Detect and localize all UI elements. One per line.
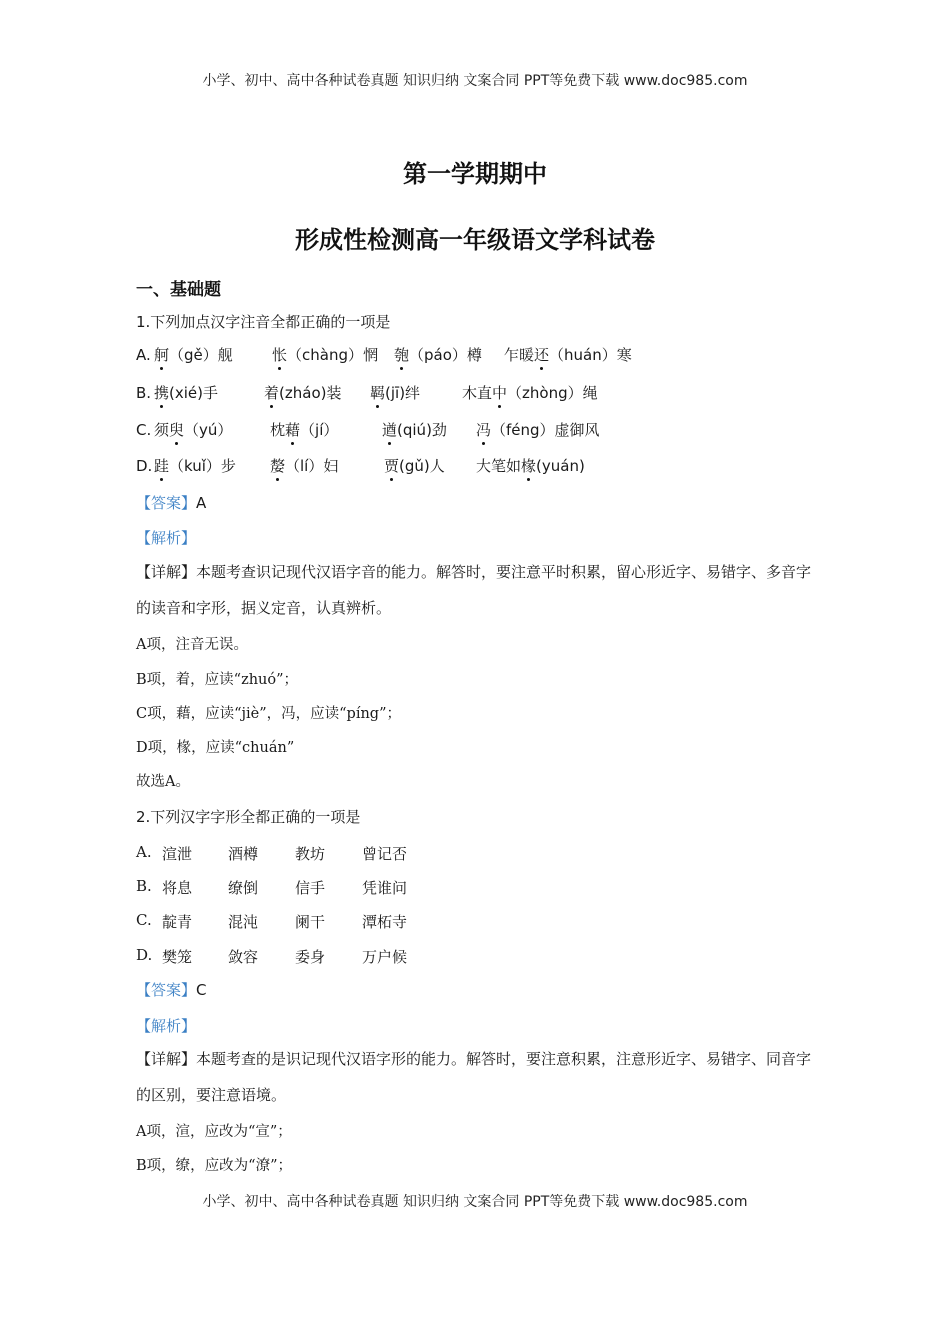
option-item-prefix: 须 [154,421,170,439]
question-1-answer [136,493,206,513]
option-word: 曾记否 [362,845,408,863]
question-2-stem: 2.下列汉字字形全都正确的一项是 [136,808,361,826]
pinyin-annotation: （huán）寒 [549,346,632,364]
emphasized-character: 椽 [521,457,537,475]
option-letter: D. [136,457,153,475]
option-word: 潭柘寺 [362,913,408,931]
option-word: 酒樽 [228,845,259,863]
option-item-prefix: 大笔如 [476,457,522,475]
question-1-analysis-tag: 【解析】 [136,529,197,547]
pinyin-annotation: (gǔ)人 [399,457,445,475]
option-item [462,383,598,403]
answer-tag: 【答案】 [136,494,197,512]
pinyin-annotation: （zhòng）绳 [507,384,598,402]
pinyin-annotation: （jí） [300,421,339,439]
pinyin-annotation: (qiú)劲 [397,421,447,439]
question-1-note: D项，椽，应读“chuán” [136,740,295,756]
emphasized-character: 还 [534,346,550,364]
question-2-analysis-tag: 【解析】 [136,1017,197,1035]
pinyin-annotation: (xié)手 [169,384,218,402]
pinyin-annotation: （féng）虚御风 [491,421,600,439]
option-letter: A. [136,843,152,861]
option-letter: C. [136,421,152,439]
emphasized-character: 舸 [154,346,170,364]
emphasized-character: 贾 [384,457,400,475]
option-word: 樊笼 [162,948,193,966]
option-word: 教坊 [295,845,326,863]
option-item [370,383,420,403]
exam-title-line2: 形成性检测高一年级语文学科试卷 [295,226,655,254]
option-letter: A. [136,346,151,364]
option-item [504,345,632,365]
option-word: 缭倒 [228,879,259,897]
exam-title-line1: 第一学期期中 [403,160,547,188]
option-item-prefix: 乍暖 [504,346,535,364]
question-1-detail: 【详解】本题考查识记现代汉语字音的能力。解答时，要注意平时积累，留心形近字、易错字、多音字的读音和字形，据义定音，认真辨析。 [136,563,812,617]
option-item [154,456,236,476]
emphasized-character: 匏 [394,346,410,364]
question-2-answer [136,980,207,1000]
pinyin-annotation: (zháo)装 [279,384,342,402]
emphasized-character: 着 [264,384,280,402]
page-header: 小学、初中、高中各种试卷真题 知识归纳 文案合同 PPT等免费下载 www.doc985.com [202,73,748,89]
emphasized-character: 羁 [370,384,386,402]
emphasized-character: 携 [154,384,170,402]
option-item [154,420,232,440]
option-letter: B. [136,384,152,402]
emphasized-character: 怅 [272,346,288,364]
option-item [476,456,585,476]
pinyin-annotation: （lí）妇 [285,457,339,475]
page-footer: 小学、初中、高中各种试卷真题 知识归纳 文案合同 PPT等免费下载 www.doc985.com [202,1194,748,1210]
pinyin-annotation: （chàng）惘 [287,346,378,364]
option-word: 阑干 [295,913,326,931]
pinyin-annotation: （páo）樽 [409,346,482,364]
option-item [270,420,338,440]
option-item [272,345,378,365]
emphasized-character: 跬 [154,457,170,475]
option-word: 将息 [162,879,193,897]
option-item [476,420,600,440]
option-item [154,345,233,365]
option-word: 凭谁问 [362,879,408,897]
option-word: 混沌 [228,913,259,931]
emphasized-character: 臾 [169,421,185,439]
question-1-note: A项，注音无误。 [136,637,248,653]
option-word: 委身 [295,948,326,966]
question-2-note: A项，渲，应改为“宣”； [136,1124,292,1140]
question-1-stem: 1.下列加点汉字注音全都正确的一项是 [136,313,391,331]
question-1-note: 故选A。 [136,774,190,790]
option-letter: D. [136,946,153,964]
option-item [264,383,341,403]
option-word: 万户候 [362,948,408,966]
option-word: 信手 [295,879,326,897]
pinyin-annotation: (jī)绊 [385,384,421,402]
option-item [154,383,218,403]
question-1-note: B项，着，应读“zhuó”； [136,672,299,688]
pinyin-annotation: (yuán) [536,457,585,475]
answer-tag: 【答案】 [136,981,197,999]
emphasized-character: 嫠 [270,457,286,475]
option-letter: C. [136,911,152,929]
emphasized-character: 冯 [476,421,492,439]
emphasized-character: 藉 [285,421,301,439]
option-item [270,456,338,476]
option-word: 渲泄 [162,845,193,863]
option-item [394,345,482,365]
question-1-note: C项，藉，应读“jiè”，冯，应读“píng”； [136,706,401,722]
option-letter: B. [136,877,152,895]
pinyin-annotation: （gě）舰 [169,346,233,364]
option-item [382,420,447,440]
question-2-detail: 【详解】本题考查的是识记现代汉语字形的能力。解答时，要注意积累，注意形近字、易错字、同音字的区别，要注意语境。 [136,1050,812,1104]
pinyin-annotation: （kuǐ）步 [169,457,236,475]
emphasized-character: 遒 [382,421,398,439]
section-heading: 一、基础题 [136,280,221,300]
option-item-prefix: 枕 [270,421,286,439]
question-2-note: B项，缭，应改为“潦”； [136,1158,292,1174]
option-item [384,456,445,476]
answer-value: A [196,494,207,512]
answer-value: C [196,981,207,999]
option-item-prefix: 木直 [462,384,493,402]
pinyin-annotation: （yú） [184,421,233,439]
emphasized-character: 中 [492,384,508,402]
option-word: 靛青 [162,913,193,931]
option-word: 敛容 [228,948,259,966]
